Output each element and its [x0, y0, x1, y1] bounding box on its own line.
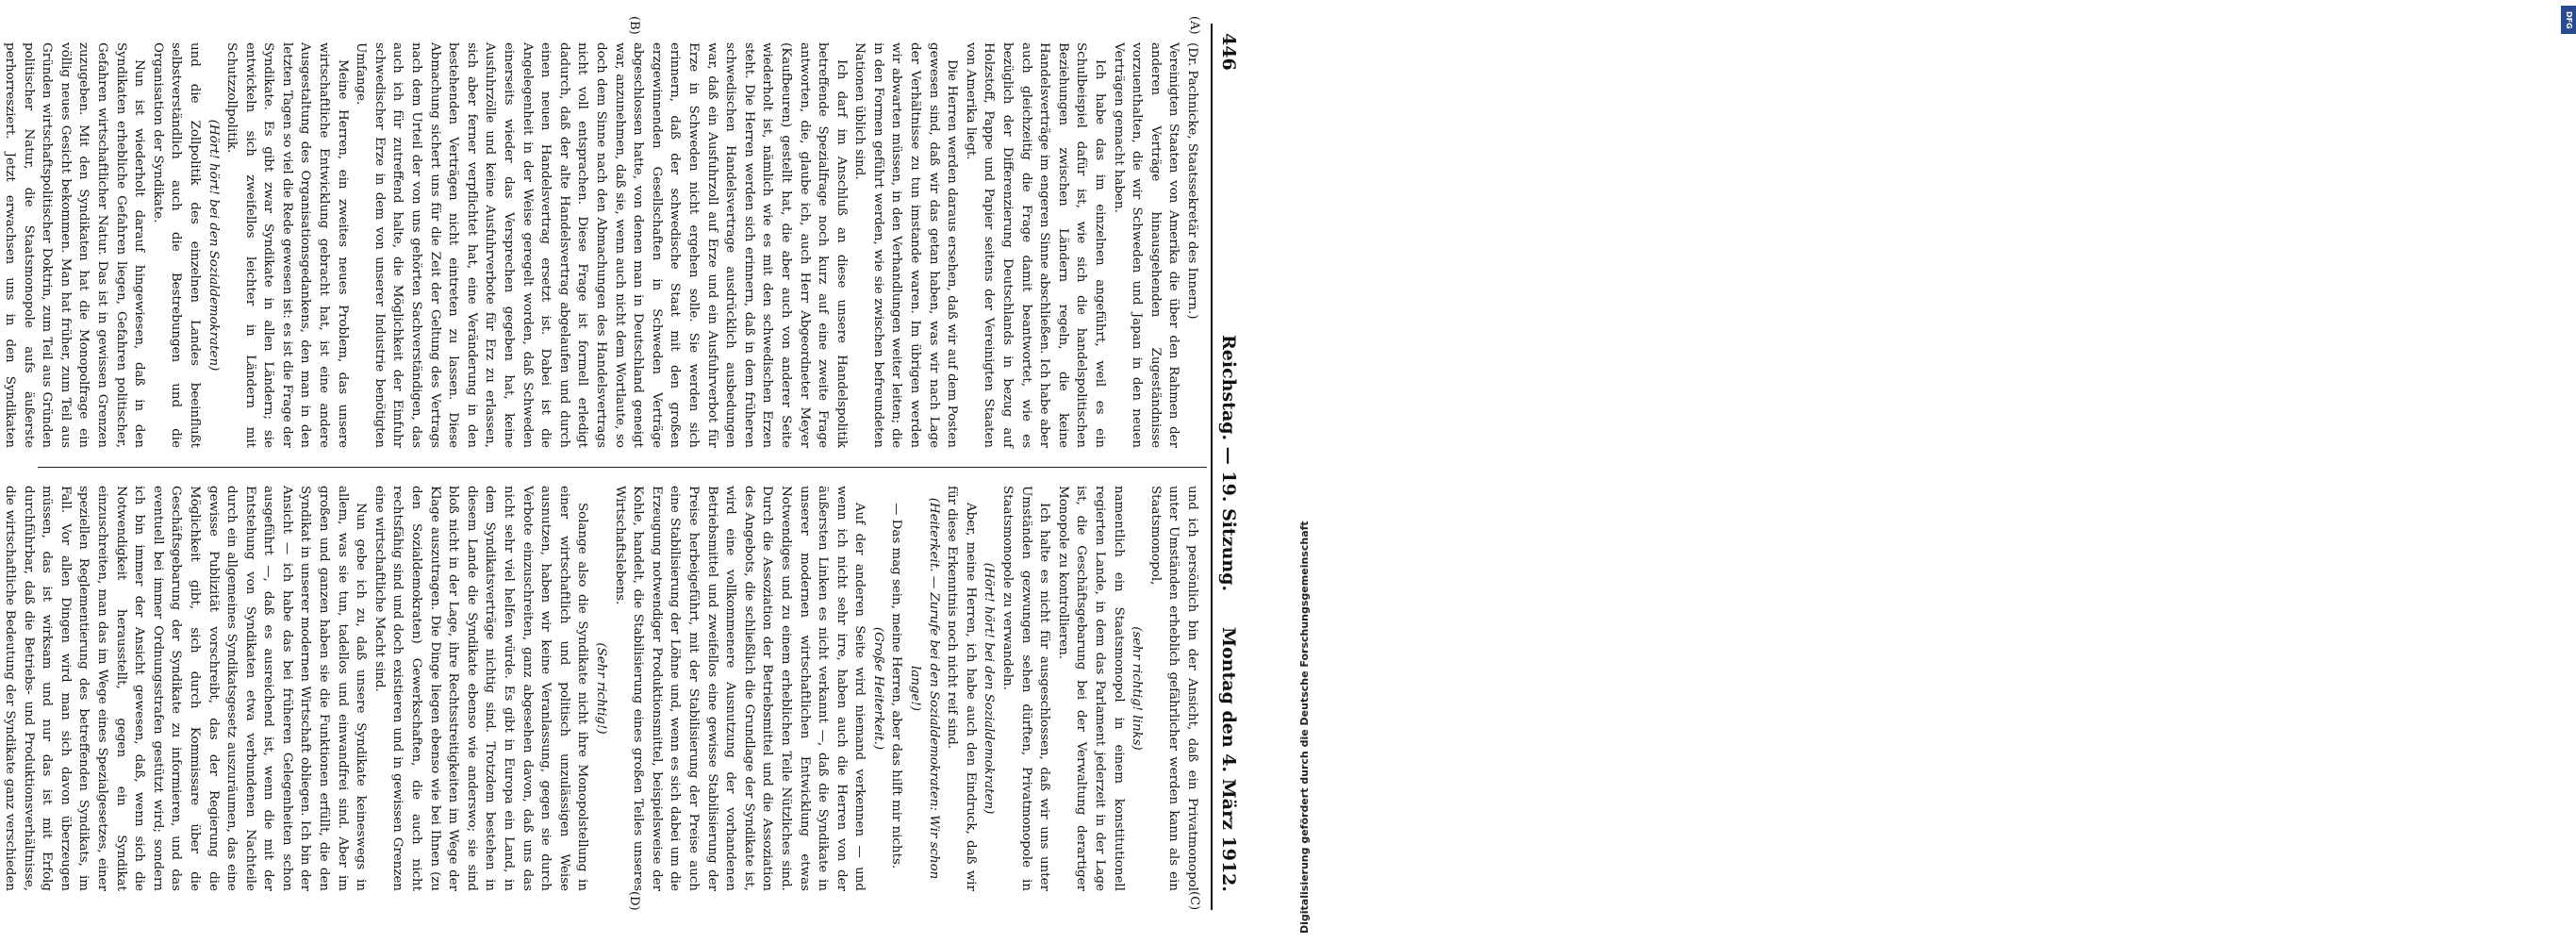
speaker-label: (Dr. Pachnicke, Staatssekretär des Innern.)	[1185, 42, 1199, 320]
paragraph: Auf der anderen Seite wird niemand verkennen — und wenn ich nicht sehr irre, haben auch die Herren von der äußersten Linken es nicht verkannt —, daß die Syndikate in unserer modernen wirtschaftlichen Entwicklung etwas Notwendiges und zu einem erheblichen Teile Nützliches sind. Durch die Assoziation der Betriebsmittel und die Assoziation des Angebots, die schließlich die Grundlage der Syndikate ist, wird eine vollkommenere Ausnutzung der vorhandenen Betriebsmittel und zweifellos eine gewisse Stabilisierung der Preise herbeigeführt, mit der Stabilisierung der Preise auch eine Stabilisierung der Löhne und, wenn es sich dabei um die Erzeugung notwendiger Produktionsmittel, beispielsweise der Kohle, handelt, die Stabilisierung eines großen Teiles unseres Wirtschaftslebens.	[612, 486, 867, 891]
paragraph: Solange also die Syndikate nicht ihre Monopolstellung in einer wirtschaftlich und politisch unzulässigen Weise ausnutzen, haben wir keine Veranlassung, gegen sie durch Verbote einzuschreiten, ganz abgesehen davon, daß uns das nicht sehr viel helfen würde. Es gibt in Europa ein Land, in dem Syndikatsverträge nichtig sind. Trotzdem bestehen in diesem Lande die Syndikate ebenso wie anderswo; sie sind bloß nicht in der Lage, ihre Rechtsstreitigkeiten im Wege der Klage auszutragen. Die Dinge liegen ebenso wie bei Ihnen (zu den Sozialdemokraten) Gewerkschaften, die auch nicht rechtsfähig sind und doch existieren und in gewissen Grenzen eine wirtschaftliche Macht sind.	[372, 486, 590, 891]
dfg-logo: DFG	[2561, 6, 2576, 34]
margin-mark-b: (B)	[627, 16, 641, 35]
interjection: (Hört! hört! bei den Sozialdemokraten)	[982, 562, 997, 815]
margin-mark-c: (C)	[1187, 891, 1201, 911]
interjection: (Große Heiterkeit.)	[870, 626, 885, 751]
paragraph: Nun ist wiederholt darauf hingewiesen, daß in den Syndikaten erhebliche Gefahren liegen, Gefahren politischer, Gefahren wirtschaftlicher Natur. Das ist in gewissen Grenzen zuzugeben. Mit den Syndikaten hat die Monopolfrage ein völlig neues Gesicht bekommen. Man hat früher, zum Teil aus Gründen wirtschaftspolitischer Doktrin, zum Teil aus Gründen politischer Natur, die Staatsmonopole aufs äußerste perhorresziert. Jetzt erwachsen uns in den Syndikaten	[3, 42, 147, 448]
paragraph: Meine Herren, ein zweites neues Problem, das unsere wirtschaftliche Entwicklung gebracht hat, ist eine andere Ausgestaltung des Organisationsgedankens, den man in den letzten Tagen so viel die Rede gewesen ist: es ist die Frage der Syndikate. Es gibt zwar Syndikate in allen Ländern; sie entwickeln sich zweifellos leichter in Ländern mit Schutzzollpolitik.	[224, 42, 350, 448]
interjection: (Hört! hört! bei den Sozialdemokraten)	[206, 119, 221, 372]
paragraph: Vereinigten Staaten von Amerika die über den Rahmen der anderen Verträge hinausgehenden Zugeständnisse vorzuenthalten, die wir Schweden und Japan in den neuen Verträgen gemacht haben.	[1111, 42, 1181, 448]
page-header	[1211, 24, 1245, 910]
paragraph: Ich habe das im einzelnen angeführt, weil es ein Schulbeispiel dafür ist, wie sich die handelspolitischen Beziehungen zwischen Ländern regeln, die keine Handelsverträge im engeren Sinne abschließen. Ich habe aber auch gleichzeitig die Frage damit beantwortet, wie es bezüglich der Differenzierung Deutschlands in bezug auf Holzstoff, Pappe und Papier seitens der Vereinigten Staaten von Amerika liegt.	[963, 42, 1108, 448]
paragraph: und die Zollpolitik des einzelnen Landes beeinflußt selbstverständlich auch die Bestrebungen und die Organisation der Syndikate.	[150, 42, 202, 448]
paragraph: — Das mag sein, meine Herren, aber das hilft mir nichts.	[889, 503, 904, 869]
paragraph: Die Herren werden daraus ersehen, daß wir auf dem Posten gewesen sind, daß wir das getan haben, was wir nach Lage der Verhältnisse zu tun imstande waren. Im übrigen werden wir abwarten müssen, in den Verhandlungen weiter leiten; die in den Formen geführt werden, wie sie zwischen befreundeten Nationen üblich sind.	[852, 42, 960, 448]
margin-mark-a: (A)	[1187, 16, 1201, 35]
digitization-sidebar	[1278, 0, 2573, 943]
interjection: (Sehr richtig!)	[594, 642, 608, 735]
interjection: (Heiterkeit. — Zurufe bei den Sozialdemokraten: Wir schon lange!)	[908, 497, 941, 880]
paragraph: Ich halte es nicht für ausgeschlossen, daß wir uns unter Umständen gezwungen sehen dürften, Privatmonopole in Staatsmonopole zu verwandeln.	[1000, 486, 1052, 891]
digitization-credit: Digitalisierung gefördert durch die Deutsche Forschungsgemeinschaft	[1298, 521, 1311, 934]
paragraph: Ich darf im Anschluß an diese unsere Handelspolitik betreffende Spezialfrage noch kurz auf eine zweite Frage antworten, die, glaube ich, auch Herr Abgeordneter Meyer (Kaufbeuren) gestellt hat, die aber auch von anderer Seite wiederholt ist, nämlich wie es mit den schwedischen Erzen steht. Die Herren werden sich erinnern, daß in dem früheren schwedischen Handelsvertrage ausdrücklich ausbedungen war, daß ein Ausfuhrzoll auf Erze und ein Ausfuhrverbot für Erze in Schweden nicht ergehen solle. Sie werden sich erinnern, daß der schwedische Staat mit den großen erzgewinnenden Gesellschaften in Schweden Verträge abgeschlossen hatte, von denen man in Deutschland geneigt war, anzunehmen, daß sie, wenn auch nicht dem Wortlaute, so doch dem Sinne nach den Abmachungen des Handelsvertrags nicht voll entsprachen. Diese Frage ist formell erledigt dadurch, daß der alte Handelsvertrag abgelaufen und durch einen neuen Handelsvertrag ersetzt ist. Dabei ist die Angelegenheit in der Weise geregelt worden, daß Schweden einerseits wieder das Versprechen gegeben hat, keine Ausfuhrzölle und keine Ausfuhrverbote für Erz zu erlassen, sich aber ferner verpflichtet hat, eine Veränderung in den bestehenden Verträgen nicht eintreten zu lassen. Diese Abmachung sichert uns für die Zeit der Geltung des Vertrags nach dem Urteil der von uns gehörten Sachverständigen, das auch ich für zutreffend halte, die Möglichkeit der Einfuhr schwedischer Erze in dem von unserer Industrie benötigten Umfange.	[354, 42, 849, 448]
paragraph: Nun gebe ich zu, daß unsere Syndikate keineswegs in allem, was sie tun, tadellos und einwandfrei sind. Aber im großen und ganzen haben sie die Funktionen erfüllt, die den Syndikat in unserer modernen Wirtschaft obliegen. Ich bin der Ansicht — ich habe das bei früheren Gelegenheiten schon ausgeführt —, daß es ausreichend ist, wenn die mit der Entstehung von Syndikaten etwa verbundenen Nachteile durch ein allgemeines Syndikatsgesetz auszuräumen, das eine gewisse Publizität vorschreibt, das der Regierung die Möglichkeit gibt, sich durch Kommissare über die Geschäftsgebarung der Syndikate zu informieren, und das eventuell bei immer Ordnungsstrafen gestützt wird; sondern ich bin immer der Ansicht gewesen, daß, wenn sich die Notwendigkeit herausstellt, gegen ein Syndikat einzuschreiten, man das im Wege eines Spezialgesetzes, einer speziellen Reglementierung des betreffenden Syndikats, im Fall. Vor allen Dingen wird man sich davon überzeugen müssen, das ist wirksam und nur das ist mit Erfolg durchführbar, daß die Betriebs- und Produktionsverhältnisse, die wirtschaftliche Bedeutung der Syndikate ganz verschieden	[3, 486, 369, 891]
paragraph: namentlich ein Staatsmonopol in einem konstitutionell regierten Lande, in dem das Parlament jederzeit in der Lage ist, die Geschäftsgebarung bei der Verwaltung derartiger Monopole zu kontrollieren.	[1055, 486, 1126, 891]
paragraph: Aber, meine Herren, ich habe auch den Eindruck, daß wir für diese Erkenntnis noch nicht reif sind.	[945, 486, 978, 891]
interjection: (sehr richtig! links)	[1130, 626, 1145, 751]
right-text-column	[0, 486, 1201, 891]
left-text-column	[0, 42, 1201, 448]
session-date: Montag den 4. März 1912.	[1218, 627, 1239, 893]
page-number: 446	[1218, 33, 1239, 71]
paragraph: und ich persönlich bin der Ansicht, daß ein Privatmonopol unter Umständen erheblich gefährlicher werden kann als ein Staatsmonopol,	[1148, 486, 1199, 891]
margin-mark-d: (D)	[627, 891, 641, 911]
rotated-document-page	[3, 16, 1245, 911]
session-title: Reichstag. — 19. Sitzung.	[1218, 335, 1239, 592]
column-divider	[38, 467, 1207, 468]
